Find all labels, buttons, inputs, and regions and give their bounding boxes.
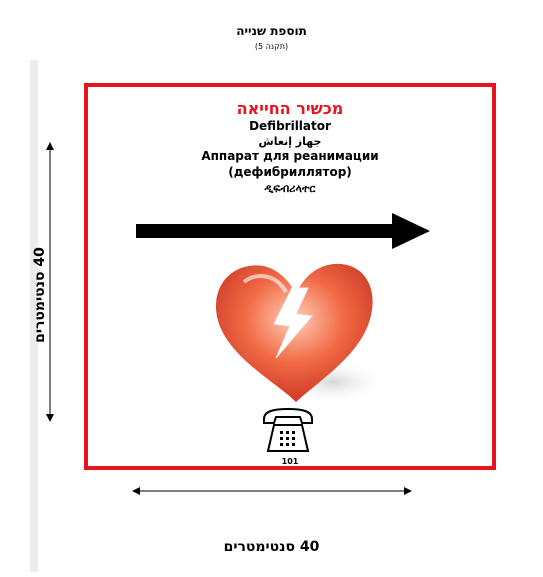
arrow-right-icon (136, 213, 432, 249)
defibrillator-sign (84, 83, 496, 470)
height-dimension-label: 40 סנטימטרים (32, 247, 48, 343)
sign-title-russian-line2: (дефибриллятор) (228, 165, 352, 179)
document-title: תוספת שנייה (236, 24, 307, 38)
width-dimension-label: 40 סנטימטרים (223, 539, 320, 555)
telephone-icon (260, 407, 316, 457)
sign-title-arabic: جهاز إنعاش (258, 135, 322, 148)
phone-number: 101 (281, 457, 299, 466)
heart-lightning-icon (204, 252, 384, 412)
document-subtitle: (תקנה 5) (254, 42, 289, 51)
sign-title-english: Defibrillator (249, 119, 331, 133)
sign-title-hebrew: מכשיר החייאה (236, 99, 344, 118)
sign-title-amharic: ዲፍብሪላተር (264, 182, 316, 195)
width-dimension-arrow (132, 485, 412, 497)
sign-title-russian-line1: Аппарат для реанимации (201, 149, 379, 163)
